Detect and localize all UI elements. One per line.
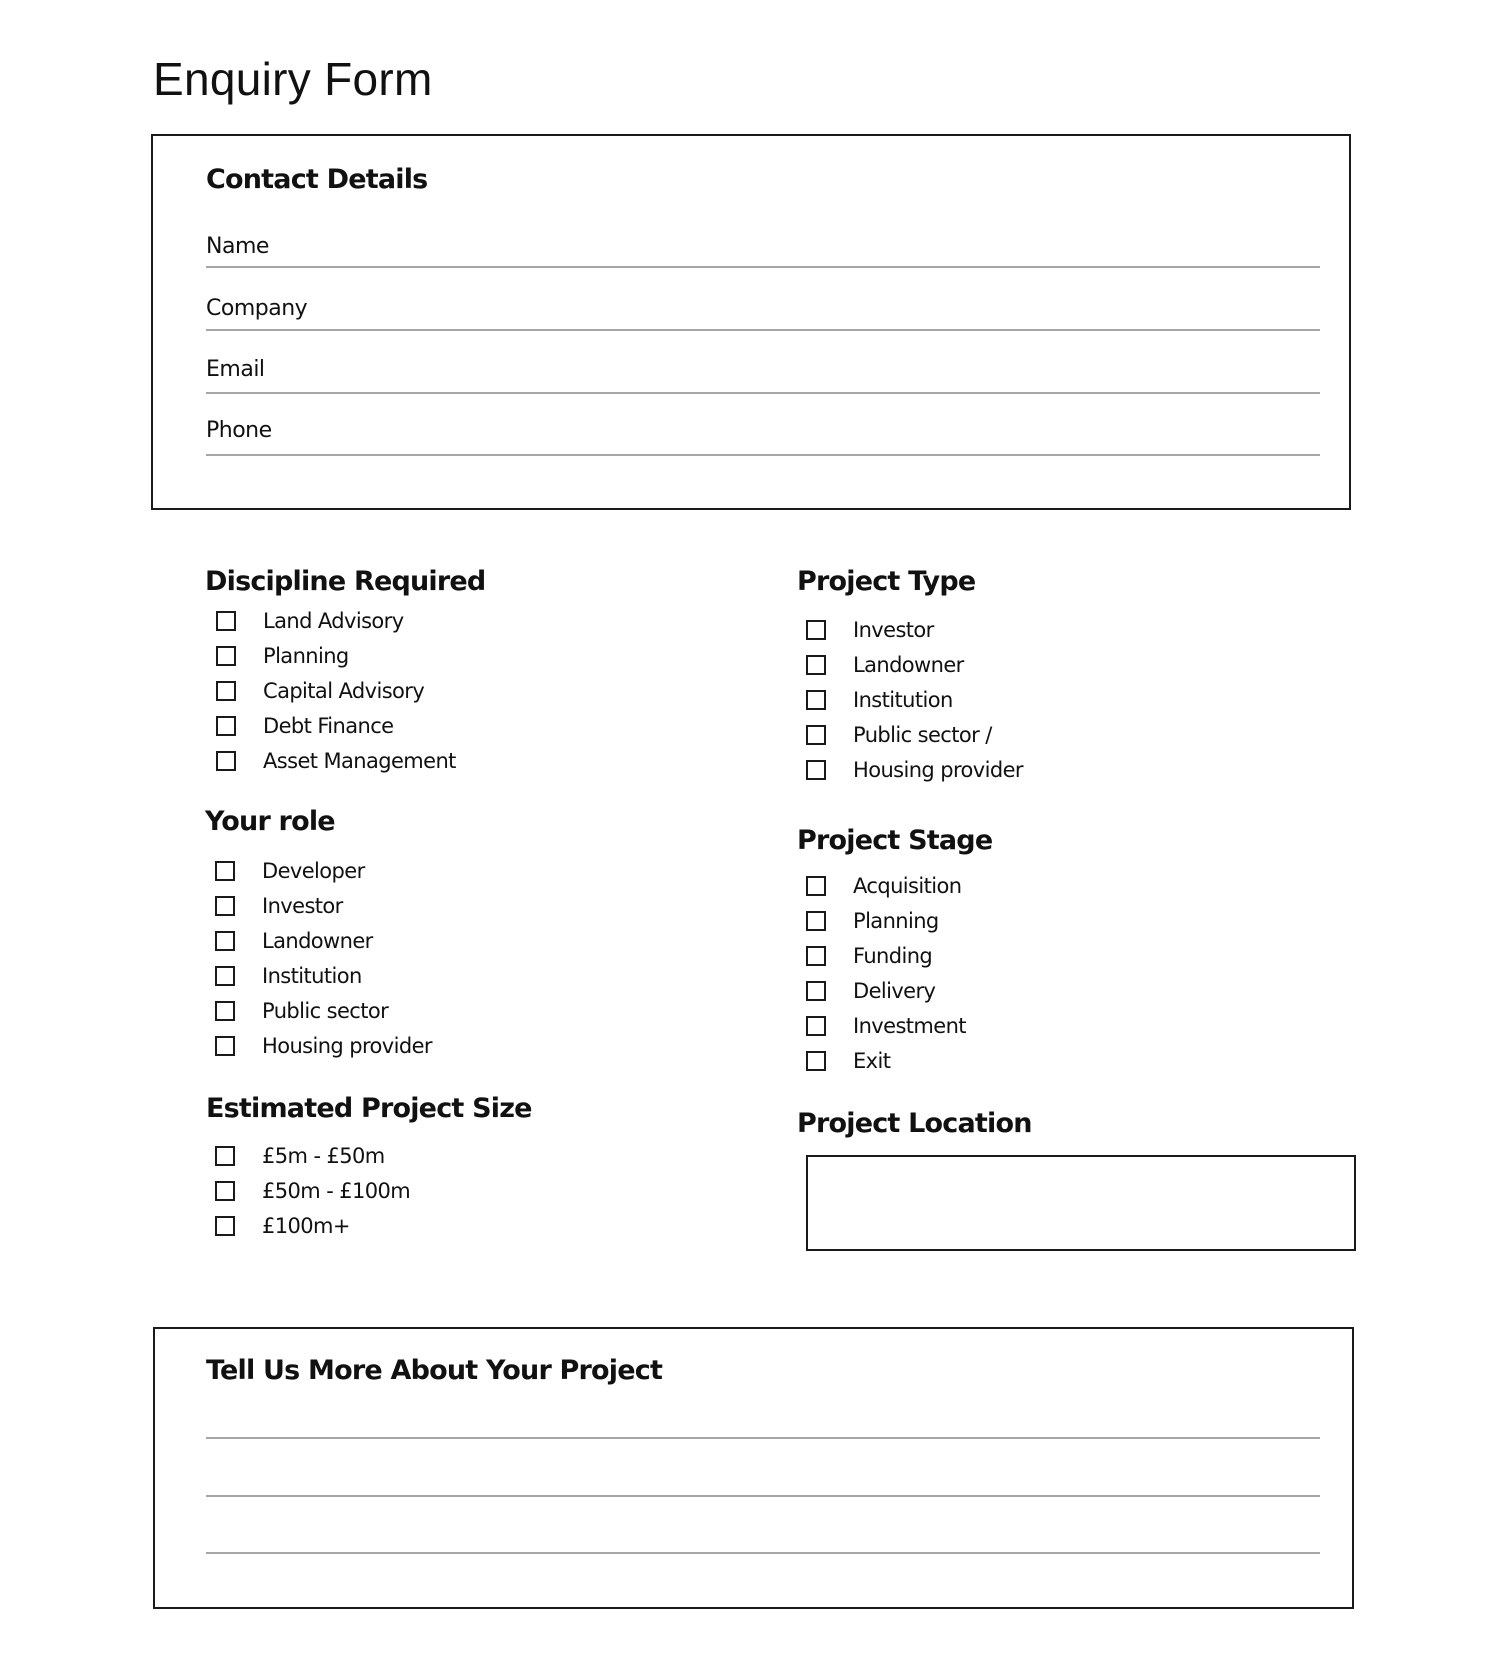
checkbox[interactable] bbox=[806, 876, 826, 896]
discipline-option[interactable]: Planning bbox=[216, 638, 456, 673]
company-field[interactable] bbox=[206, 329, 1320, 331]
project-stage-option[interactable]: Investment bbox=[806, 1008, 966, 1043]
project-type-option[interactable]: Landowner bbox=[806, 647, 1023, 682]
company-field-label: Company bbox=[206, 296, 308, 321]
name-field-label: Name bbox=[206, 234, 269, 259]
size-option[interactable]: £100m+ bbox=[215, 1208, 410, 1243]
project-location-input[interactable] bbox=[806, 1155, 1356, 1251]
role-option[interactable]: Developer bbox=[215, 853, 432, 888]
phone-field-label: Phone bbox=[206, 418, 272, 443]
checkbox[interactable] bbox=[806, 725, 826, 745]
checkbox[interactable] bbox=[215, 966, 235, 986]
project-details-line[interactable] bbox=[206, 1437, 1320, 1439]
checkbox[interactable] bbox=[806, 620, 826, 640]
checkbox[interactable] bbox=[216, 716, 236, 736]
discipline-option[interactable]: Debt Finance bbox=[216, 708, 456, 743]
project-stage-option[interactable]: Acquisition bbox=[806, 868, 966, 903]
size-option[interactable]: £50m - £100m bbox=[215, 1173, 410, 1208]
size-options bbox=[215, 1138, 410, 1243]
checkbox[interactable] bbox=[806, 981, 826, 1001]
tell-us-more-heading: Tell Us More About Your Project bbox=[206, 1355, 663, 1386]
discipline-option[interactable]: Asset Management bbox=[216, 743, 456, 778]
role-options bbox=[215, 853, 432, 1063]
checkbox[interactable] bbox=[215, 861, 235, 881]
checkbox[interactable] bbox=[216, 751, 236, 771]
project-type-option[interactable]: Investor bbox=[806, 612, 1023, 647]
discipline-option[interactable]: Capital Advisory bbox=[216, 673, 456, 708]
estimated-project-size-heading: Estimated Project Size bbox=[206, 1093, 532, 1124]
checkbox[interactable] bbox=[806, 1051, 826, 1071]
role-option[interactable]: Public sector bbox=[215, 993, 432, 1028]
your-role-heading: Your role bbox=[205, 806, 335, 837]
email-field[interactable] bbox=[206, 392, 1320, 394]
discipline-required-heading: Discipline Required bbox=[205, 566, 486, 597]
project-details-line[interactable] bbox=[206, 1552, 1320, 1554]
project-stage-options bbox=[806, 868, 966, 1078]
project-stage-heading: Project Stage bbox=[797, 825, 993, 856]
project-stage-option[interactable]: Funding bbox=[806, 938, 966, 973]
role-option[interactable]: Institution bbox=[215, 958, 432, 993]
checkbox[interactable] bbox=[215, 1181, 235, 1201]
checkbox[interactable] bbox=[215, 1146, 235, 1166]
checkbox[interactable] bbox=[216, 611, 236, 631]
checkbox[interactable] bbox=[215, 1036, 235, 1056]
checkbox[interactable] bbox=[806, 911, 826, 931]
page-title: Enquiry Form bbox=[153, 53, 433, 105]
checkbox[interactable] bbox=[215, 1001, 235, 1021]
project-type-option[interactable]: Housing provider bbox=[806, 752, 1023, 787]
role-option[interactable]: Housing provider bbox=[215, 1028, 432, 1063]
checkbox[interactable] bbox=[806, 655, 826, 675]
checkbox[interactable] bbox=[806, 1016, 826, 1036]
project-type-heading: Project Type bbox=[797, 566, 976, 597]
role-option[interactable]: Investor bbox=[215, 888, 432, 923]
contact-details-heading: Contact Details bbox=[206, 164, 428, 195]
checkbox[interactable] bbox=[806, 946, 826, 966]
name-field[interactable] bbox=[206, 266, 1320, 268]
checkbox[interactable] bbox=[806, 760, 826, 780]
project-stage-option[interactable]: Delivery bbox=[806, 973, 966, 1008]
checkbox[interactable] bbox=[215, 1216, 235, 1236]
role-option[interactable]: Landowner bbox=[215, 923, 432, 958]
project-type-option[interactable]: Institution bbox=[806, 682, 1023, 717]
checkbox[interactable] bbox=[216, 646, 236, 666]
checkbox[interactable] bbox=[216, 681, 236, 701]
project-location-heading: Project Location bbox=[797, 1108, 1032, 1139]
discipline-options bbox=[216, 603, 456, 778]
discipline-option[interactable]: Land Advisory bbox=[216, 603, 456, 638]
project-type-option[interactable]: Public sector / bbox=[806, 717, 1023, 752]
phone-field[interactable] bbox=[206, 454, 1320, 456]
checkbox[interactable] bbox=[215, 896, 235, 916]
checkbox[interactable] bbox=[806, 690, 826, 710]
project-details-line[interactable] bbox=[206, 1495, 1320, 1497]
size-option[interactable]: £5m - £50m bbox=[215, 1138, 410, 1173]
email-field-label: Email bbox=[206, 357, 265, 382]
project-stage-option[interactable]: Exit bbox=[806, 1043, 966, 1078]
project-type-options bbox=[806, 612, 1023, 787]
project-stage-option[interactable]: Planning bbox=[806, 903, 966, 938]
checkbox[interactable] bbox=[215, 931, 235, 951]
